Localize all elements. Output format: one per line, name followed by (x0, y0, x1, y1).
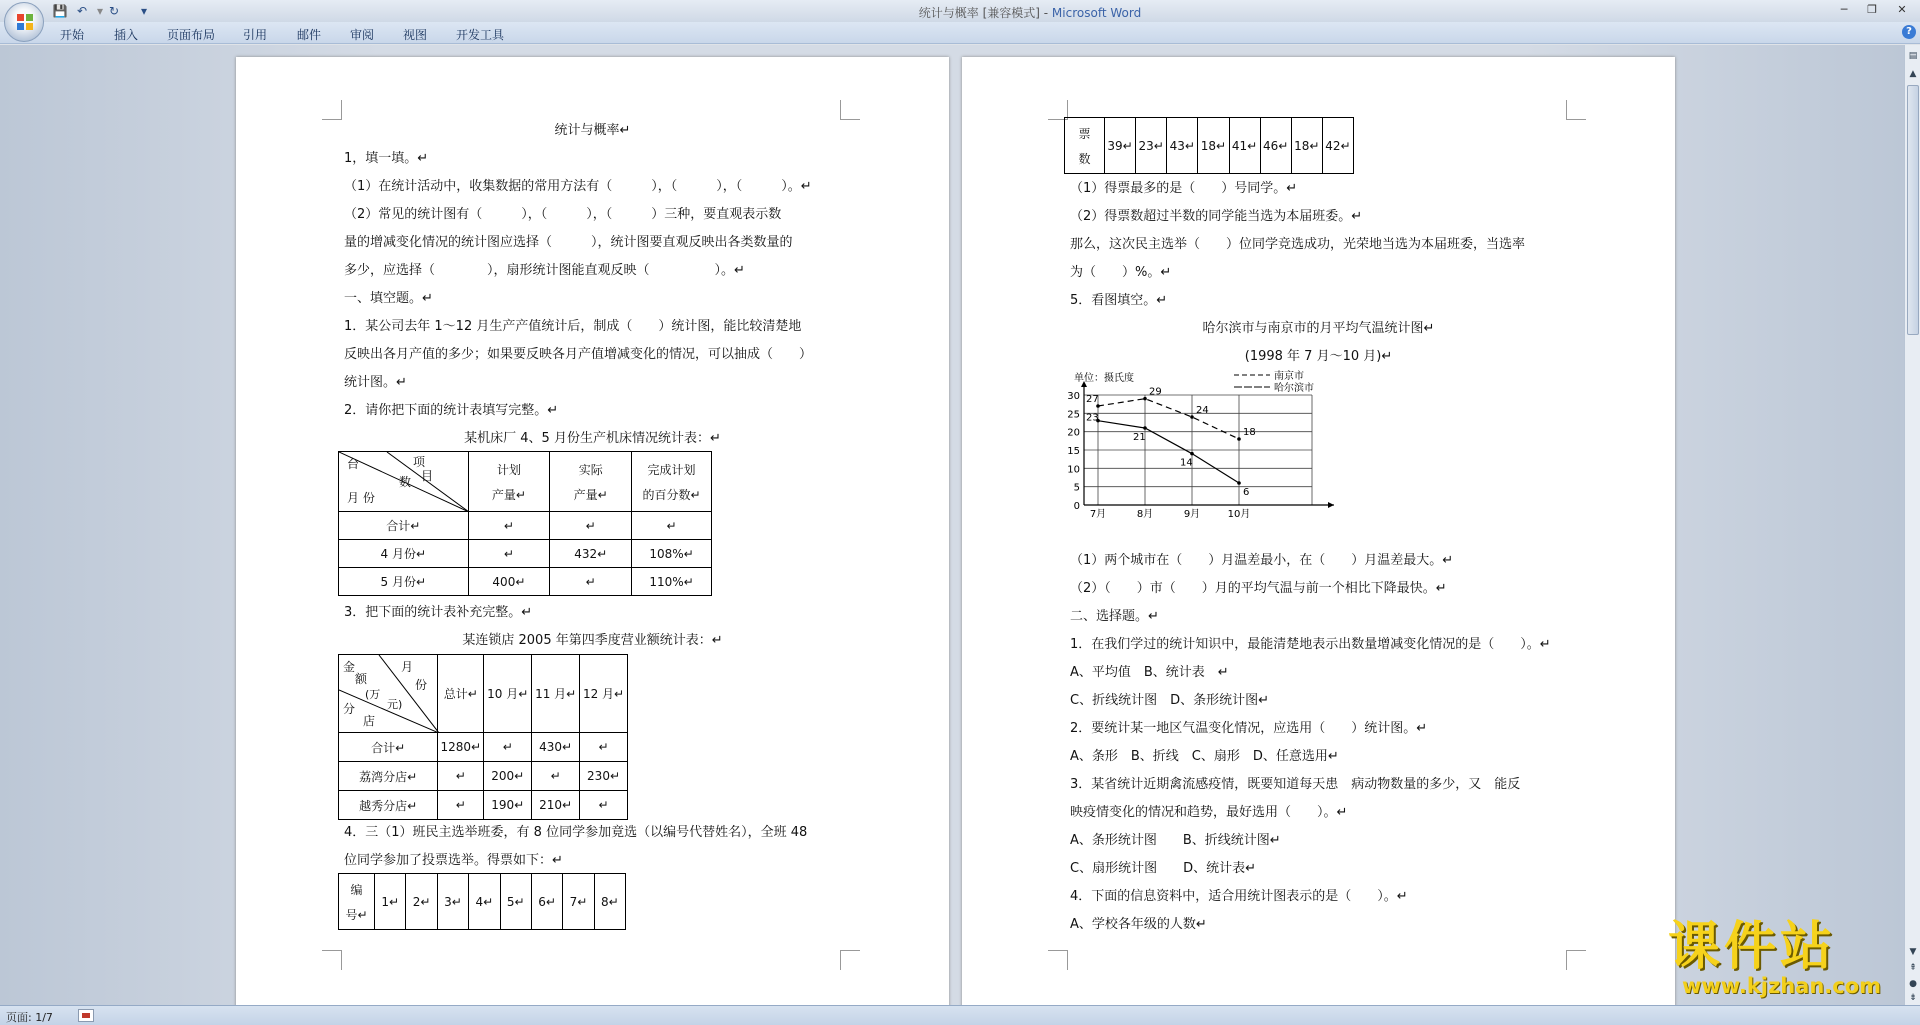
y-axis-label: 单位：摄氏度 (1074, 373, 1134, 384)
text-line: 2．请你把下面的统计表填写完整。↵ (344, 403, 559, 418)
redo-icon[interactable]: ↻ (108, 4, 120, 18)
minimize-icon[interactable]: ─ (1840, 3, 1848, 16)
text-line: 1．某公司去年 1～12 月生产产值统计后，制成（ ）统计图，能比较清楚地 (344, 319, 802, 334)
scroll-down-icon[interactable]: ▼ (1909, 947, 1917, 957)
vertical-scrollbar[interactable] (1904, 45, 1920, 1005)
x-axis-arrow (1328, 502, 1334, 508)
y-tick-label: 10 (1067, 464, 1080, 476)
chain-store-table (338, 654, 628, 820)
title-bar (0, 0, 1920, 22)
select-browse-object-icon[interactable]: ● (1909, 979, 1917, 989)
text-line: 4．下面的信息资料中，适合用统计图表示的是（ ）。↵ (1070, 889, 1408, 904)
tab-home[interactable]: 开始 (60, 28, 85, 42)
data-label: 14 (1180, 457, 1193, 469)
watermark-url: www.kjzhan.com (1682, 974, 1882, 998)
close-icon[interactable]: ✕ (1897, 3, 1907, 16)
document-page-2 (962, 57, 1675, 1017)
scroll-up-icon[interactable]: ▲ (1909, 69, 1917, 79)
table-caption: 某连锁店 2005 年第四季度营业额统计表：↵ (462, 633, 723, 648)
chart-title: 哈尔滨市与南京市的月平均气温统计图↵ (1202, 321, 1435, 336)
text-line: （2）得票数超过半数的同学能当选为本届班委。↵ (1070, 209, 1363, 224)
data-label: 29 (1149, 386, 1162, 398)
x-tick-label: 10月 (1227, 509, 1251, 520)
save-icon[interactable]: 💾 (52, 4, 68, 18)
data-label: 23 (1086, 412, 1099, 424)
text-line: 量的增减变化情况的统计图应选择（ ），统计图要直观反映出各类数量的 (344, 235, 793, 250)
table-corner-cell: 金 额 (万 元) 分 店 月 份 (339, 655, 438, 733)
temperature-line-chart (1062, 367, 1362, 527)
text-line: 2．要统计某一地区气温变化情况，应选用（ ）统计图。↵ (1070, 721, 1428, 736)
data-point (1143, 426, 1147, 430)
tab-references[interactable]: 引用 (243, 28, 268, 42)
x-tick-label: 7月 (1089, 509, 1107, 520)
x-tick-label: 8月 (1136, 509, 1154, 520)
watermark-text: 课件站 (1668, 917, 1837, 977)
votes-table (1064, 117, 1354, 174)
data-point (1143, 397, 1147, 401)
legend-label: 南京市 (1274, 371, 1304, 382)
y-tick-label: 25 (1067, 409, 1080, 421)
window-title: 统计与概率 [兼容模式] - Microsoft Word (918, 6, 1142, 20)
ribbon-tabs (0, 22, 1920, 44)
y-tick-label: 20 (1067, 427, 1080, 439)
text-line: （1）在统计活动中，收集数据的常用方法有（ ），（ ），（ ）。↵ (344, 179, 812, 194)
undo-dropdown-icon[interactable]: ▾ (96, 4, 104, 18)
series-line-nanjing (1098, 399, 1239, 439)
tab-page-layout[interactable]: 页面布局 (167, 28, 216, 42)
machine-tool-table (338, 451, 712, 596)
scroll-thumb[interactable] (1907, 85, 1919, 335)
table-row: 合计↵ 1280↵ ↵ 430↵ ↵ (339, 733, 628, 762)
text-line: 反映出各月产值的多少；如果要反映各月产值增减变化的情况，可以抽成（ ） (344, 347, 813, 362)
margin-marker (1566, 950, 1586, 970)
data-label: 24 (1196, 405, 1209, 416)
table-row: 荔湾分店↵ ↵ 200↵ ↵ 230↵ (339, 762, 628, 791)
tab-mailings[interactable]: 邮件 (297, 28, 322, 42)
table-row: 合计↵ ↵ ↵ ↵ (339, 512, 712, 540)
text-line: 4．三（1）班民主选举班委，有 8 位同学参加竟选（以编号代替姓名），全班 48 (344, 825, 808, 840)
chart-legend (1234, 369, 1314, 394)
data-point (1190, 452, 1194, 456)
margin-marker (840, 950, 860, 970)
table-header: 实际 产量↵ (550, 452, 632, 512)
y-tick-label: 0 (1073, 501, 1080, 512)
data-label: 21 (1133, 432, 1146, 443)
data-point (1237, 437, 1241, 441)
series-line-harbin (1098, 421, 1239, 483)
proofing-icon[interactable] (78, 1009, 94, 1022)
text-line: A、平均值 B、统计表 ↵ (1070, 665, 1229, 680)
document-workspace (0, 45, 1904, 1005)
undo-icon[interactable]: ↶ (76, 4, 88, 18)
table-header: 12 月↵ (580, 655, 628, 733)
text-line: A、学校各年级的人数↵ (1070, 917, 1207, 932)
y-tick-label: 15 (1067, 446, 1080, 457)
text-line: 位同学参加了投票选举。得票如下：↵ (344, 853, 563, 868)
document-page-1 (236, 57, 949, 1017)
text-line: 1．在我们学过的统计知识中，最能清楚地表示出数量增减变化情况的是（ ）。↵ (1070, 637, 1551, 652)
status-bar (0, 1005, 1920, 1025)
page-count-status[interactable]: 页面: 1/7 (6, 1011, 53, 1024)
table-header: 11 月↵ (532, 655, 580, 733)
candidate-number-table (338, 873, 626, 930)
previous-page-icon[interactable]: ⇞ (1909, 963, 1917, 973)
office-button[interactable] (4, 2, 44, 42)
text-line: 3．某省统计近期禽流感疫情，既要知道每天患 病动物数量的多少，又 能反 (1070, 777, 1521, 792)
section-heading: 二、选择题。↵ (1070, 609, 1159, 624)
margin-marker (322, 950, 342, 970)
text-line: 映疫情变化的情况和趋势，最好选用（ ）。↵ (1070, 805, 1348, 820)
restore-icon[interactable]: ❐ (1867, 3, 1877, 16)
tab-developer[interactable]: 开发工具 (456, 28, 505, 42)
chart-marks (1086, 387, 1256, 498)
margin-marker (840, 100, 860, 120)
text-line: 多少，应选择（ ），扇形统计图能直观反映（ ）。↵ (344, 263, 745, 278)
table-header: 计划 产量↵ (468, 452, 550, 512)
chart-subtitle: (1998 年 7 月～10 月)↵ (1244, 349, 1393, 364)
data-point (1237, 481, 1241, 485)
data-label: 27 (1086, 394, 1099, 405)
ruler-toggle-icon[interactable]: ▤ (1908, 51, 1918, 61)
next-page-icon[interactable]: ⇟ (1909, 993, 1917, 1003)
tab-review[interactable]: 审阅 (350, 28, 375, 42)
data-label: 18 (1243, 427, 1256, 438)
text-line: C、折线统计图 D、条形统计图↵ (1070, 693, 1269, 708)
table-caption: 某机床厂 4、5 月份生产机床情况统计表：↵ (464, 431, 721, 446)
table-header: 编 号↵ (339, 874, 375, 930)
text-line: （1）得票最多的是（ ）号同学。↵ (1070, 181, 1298, 196)
tab-view[interactable]: 视图 (403, 28, 428, 42)
doc-title: 统计与概率↵ (554, 123, 631, 138)
site-watermark (1668, 918, 1898, 998)
text-line: 3．把下面的统计表补充完整。↵ (344, 605, 533, 620)
data-label: 6 (1243, 487, 1250, 498)
table-header: 总计↵ (438, 655, 484, 733)
office-logo-icon (16, 13, 34, 31)
text-line: （1）两个城市在（ ）月温差最小，在（ ）月温差最大。↵ (1070, 553, 1454, 568)
margin-marker (1566, 100, 1586, 120)
table-header: 完成计划 的百分数↵ (632, 452, 712, 512)
table-row: 5 月份↵ 400↵ ↵ 110%↵ (339, 568, 712, 596)
legend-label: 哈尔滨市 (1274, 383, 1314, 394)
text-line: 统计图。↵ (344, 375, 407, 390)
text-line: 5．看图填空。↵ (1070, 293, 1168, 308)
text-line: 1，填一填。↵ (344, 151, 429, 166)
text-line: 为（ ）%。↵ (1070, 265, 1172, 280)
margin-marker (1048, 950, 1068, 970)
text-line: A、条形 B、折线 C、扇形 D、任意选用↵ (1070, 749, 1339, 764)
table-row: 编 号↵ 1↵ 2↵ 3↵ 4↵ 5↵ 6↵ 7↵ 8↵ (339, 874, 626, 930)
table-row: 越秀分店↵ ↵ 190↵ 210↵ ↵ (339, 791, 628, 820)
text-line: A、条形统计图 B、折线统计图↵ (1070, 833, 1281, 848)
table-corner-cell: 台 项 目 数 月 份 (339, 452, 469, 512)
table-row: 票 数 39↵ 23↵ 43↵ 18↵ 41↵ 46↵ 18↵ 42↵ (1065, 118, 1354, 174)
text-line: C、扇形统计图 D、统计表↵ (1070, 861, 1256, 876)
customize-toolbar-icon[interactable]: ▾ (140, 4, 148, 18)
table-header: 10 月↵ (484, 655, 532, 733)
help-icon[interactable]: ? (1902, 25, 1916, 39)
y-tick-label: 30 (1067, 391, 1080, 402)
table-row: 4 月份↵ ↵ 432↵ 108%↵ (339, 540, 712, 568)
text-line: （2）常见的统计图有（ ），（ ），（ ）三种，要直观表示数 (344, 207, 782, 222)
text-line: 那么，这次民主选举（ ）位同学竞选成功，光荣地当选为本届班委，当选率 (1070, 237, 1526, 252)
section-heading: 一、填空题。↵ (344, 291, 433, 306)
margin-marker (322, 100, 342, 120)
tab-insert[interactable]: 插入 (114, 28, 139, 42)
y-tick-label: 5 (1073, 482, 1080, 494)
text-line: （2）（ ）市（ ）月的平均气温与前一个相比下降最快。↵ (1070, 581, 1447, 596)
data-point (1190, 415, 1194, 419)
x-tick-label: 9月 (1183, 509, 1201, 520)
table-header: 票 数 (1065, 118, 1105, 174)
